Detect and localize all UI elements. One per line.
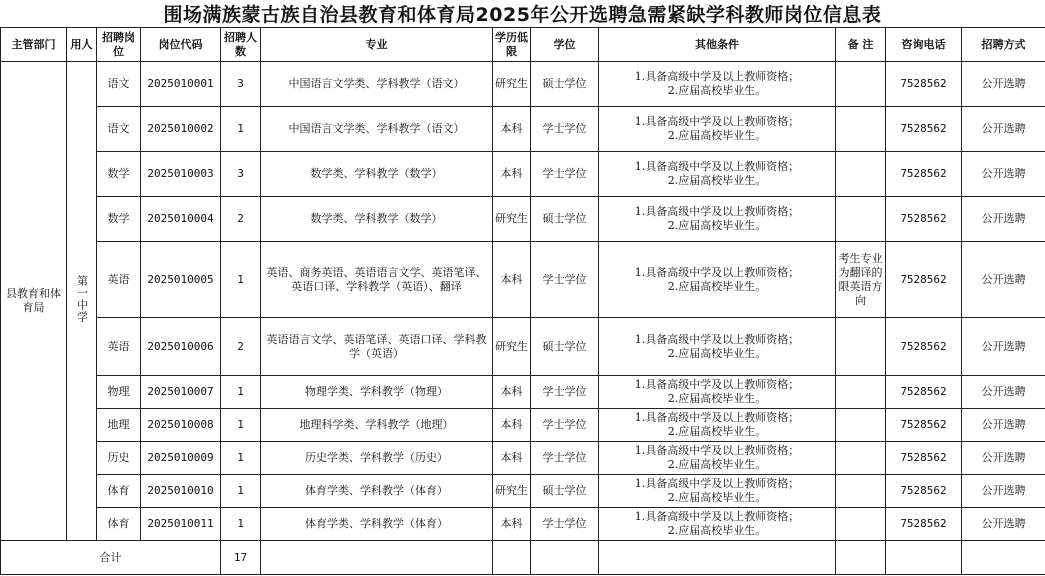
total-empty [962,541,1045,575]
header-post: 招聘岗位 [97,28,141,62]
post-cell: 英语 [97,318,141,376]
method-cell: 公开选聘 [962,376,1045,409]
count-cell: 1 [221,508,261,541]
method-cell: 公开选聘 [962,442,1045,475]
phone-cell: 7528562 [886,318,962,376]
cond-line-2: 2.应届高校毕业生。 [667,84,767,97]
count-cell: 3 [221,152,261,197]
cond-line-2: 2.应届高校毕业生。 [667,346,767,360]
table-row [1,318,1045,376]
cond-line-2: 2.应届高校毕业生。 [667,129,767,142]
code-cell: 2025010003 [141,152,221,197]
phone-cell: 7528562 [886,242,962,318]
code-cell: 2025010001 [141,62,221,107]
phone-cell: 7528562 [886,508,962,541]
phone-cell: 7528562 [886,62,962,107]
code-cell: 2025010007 [141,376,221,409]
table-row [1,409,1045,442]
major-cell: 数学类、学科教学（数学） [261,152,493,197]
phone-cell: 7528562 [886,376,962,409]
edu-cell: 本科 [493,508,531,541]
post-cell: 数学 [97,152,141,197]
method-cell: 公开选聘 [962,107,1045,152]
cond-cell [599,62,836,107]
header-degree: 学位 [531,28,599,62]
count-cell: 2 [221,318,261,376]
header-remark: 备 注 [836,28,886,62]
post-cell: 语文 [97,62,141,107]
cond-line-1: 1.具备高级中学及以上教师资格； [634,477,800,490]
major-cell: 中国语言文学类、学科教学（语文） [261,107,493,152]
cond-line-2: 2.应届高校毕业生。 [667,279,767,293]
remark-cell [836,62,886,107]
edu-cell: 研究生 [493,475,531,508]
cond-line-1: 1.具备高级中学及以上教师资格； [634,411,800,424]
unit-label: 第一中学 [75,275,89,323]
phone-cell: 7528562 [886,197,962,242]
method-cell: 公开选聘 [962,475,1045,508]
method-cell: 公开选聘 [962,62,1045,107]
post-cell: 历史 [97,442,141,475]
positions-table [0,27,1045,575]
degree-cell: 学士学位 [531,242,599,318]
method-cell: 公开选聘 [962,508,1045,541]
table-row [1,62,1045,107]
cond-cell [599,242,836,318]
remark-cell [836,409,886,442]
major-cell: 体育学类、学科教学（体育） [261,475,493,508]
edu-cell: 本科 [493,107,531,152]
table-row [1,197,1045,242]
major-cell: 体育学类、学科教学（体育） [261,508,493,541]
cond-line-2: 2.应届高校毕业生。 [667,219,767,232]
cond-line-2: 2.应届高校毕业生。 [667,392,767,405]
header-major: 专业 [261,28,493,62]
total-empty [599,541,836,575]
cond-cell [599,409,836,442]
total-empty [886,541,962,575]
cond-line-1: 1.具备高级中学及以上教师资格； [634,444,800,457]
total-row [1,541,1045,575]
cond-cell [599,152,836,197]
code-cell: 2025010005 [141,242,221,318]
degree-cell: 学士学位 [531,376,599,409]
edu-cell: 本科 [493,152,531,197]
header-edu: 学历低限 [493,28,531,62]
table-row [1,107,1045,152]
unit-cell [67,62,97,541]
total-count: 17 [221,541,261,575]
remark-cell [836,475,886,508]
edu-cell: 本科 [493,409,531,442]
count-cell: 1 [221,409,261,442]
remark-cell [836,508,886,541]
method-cell: 公开选聘 [962,152,1045,197]
cond-line-1: 1.具备高级中学及以上教师资格； [634,160,800,173]
phone-cell: 7528562 [886,475,962,508]
dept-cell: 县教育和体育局 [1,62,67,541]
edu-cell: 本科 [493,442,531,475]
cond-line-1: 1.具备高级中学及以上教师资格； [634,332,800,346]
degree-cell: 硕士学位 [531,62,599,107]
cond-line-1: 1.具备高级中学及以上教师资格； [634,115,800,128]
count-cell: 2 [221,197,261,242]
remark-cell [836,107,886,152]
cond-cell [599,318,836,376]
code-cell: 2025010002 [141,107,221,152]
phone-cell: 7528562 [886,152,962,197]
cond-line-2: 2.应届高校毕业生。 [667,491,767,504]
cond-cell [599,376,836,409]
cond-cell [599,107,836,152]
remark-cell [836,197,886,242]
post-cell: 语文 [97,107,141,152]
remark-cell [836,442,886,475]
code-cell: 2025010008 [141,409,221,442]
major-cell: 中国语言文学类、学科教学（语文） [261,62,493,107]
cond-cell [599,508,836,541]
degree-cell: 学士学位 [531,152,599,197]
total-empty [531,541,599,575]
header-row [1,28,1045,62]
edu-cell: 研究生 [493,197,531,242]
cond-line-2: 2.应届高校毕业生。 [667,425,767,438]
phone-cell: 7528562 [886,409,962,442]
cond-line-2: 2.应届高校毕业生。 [667,458,767,471]
degree-cell: 学士学位 [531,107,599,152]
degree-cell: 硕士学位 [531,475,599,508]
post-cell: 物理 [97,376,141,409]
post-cell: 数学 [97,197,141,242]
code-cell: 2025010011 [141,508,221,541]
header-code: 岗位代码 [141,28,221,62]
code-cell: 2025010004 [141,197,221,242]
cond-line-1: 1.具备高级中学及以上教师资格； [634,265,800,279]
major-cell: 地理科学类、学科教学（地理） [261,409,493,442]
count-cell: 1 [221,242,261,318]
remark-cell [836,376,886,409]
major-cell: 数学类、学科教学（数学） [261,197,493,242]
count-cell: 1 [221,442,261,475]
edu-cell: 本科 [493,242,531,318]
cond-cell [599,442,836,475]
total-label: 合计 [1,541,221,575]
total-empty [836,541,886,575]
remark-cell [836,152,886,197]
post-cell: 地理 [97,409,141,442]
remark-cell: 考生专业为翻译的限英语方向 [836,242,886,318]
table-row [1,508,1045,541]
header-dept: 主管部门 [1,28,67,62]
page-title: 围场满族蒙古族自治县教育和体育局2025年公开选聘急需紧缺学科教师岗位信息表 [163,4,882,26]
count-cell: 1 [221,376,261,409]
post-cell: 英语 [97,242,141,318]
degree-cell: 学士学位 [531,508,599,541]
count-cell: 1 [221,107,261,152]
cond-line-1: 1.具备高级中学及以上教师资格； [634,70,800,83]
method-cell: 公开选聘 [962,242,1045,318]
method-cell: 公开选聘 [962,409,1045,442]
degree-cell: 硕士学位 [531,197,599,242]
code-cell: 2025010009 [141,442,221,475]
major-cell: 历史学类、学科教学（历史） [261,442,493,475]
header-method: 招聘方式 [962,28,1045,62]
remark-cell [836,318,886,376]
edu-cell: 研究生 [493,62,531,107]
cond-cell [599,197,836,242]
major-cell: 物理学类、学科教学（物理） [261,376,493,409]
degree-cell: 学士学位 [531,409,599,442]
code-cell: 2025010006 [141,318,221,376]
post-cell: 体育 [97,475,141,508]
table-row [1,242,1045,318]
header-unit: 用人 [67,28,97,62]
cond-line-1: 1.具备高级中学及以上教师资格； [634,510,800,523]
phone-cell: 7528562 [886,442,962,475]
header-count: 招聘人数 [221,28,261,62]
degree-cell: 硕士学位 [531,318,599,376]
count-cell: 1 [221,475,261,508]
table-row [1,376,1045,409]
total-empty [493,541,531,575]
total-empty [261,541,493,575]
cond-line-2: 2.应届高校毕业生。 [667,174,767,187]
table-row [1,152,1045,197]
header-phone: 咨询电话 [886,28,962,62]
cond-line-1: 1.具备高级中学及以上教师资格； [634,378,800,391]
degree-cell: 学士学位 [531,442,599,475]
post-cell: 体育 [97,508,141,541]
cond-line-1: 1.具备高级中学及以上教师资格； [634,205,800,218]
major-cell: 英语、商务英语、英语语言文学、英语笔译、英语口译、学科教学（英语）、翻译 [261,242,493,318]
code-cell: 2025010010 [141,475,221,508]
major-cell: 英语语言文学、英语笔译、英语口译、学科教学（英语） [261,318,493,376]
cond-line-2: 2.应届高校毕业生。 [667,524,767,537]
count-cell: 3 [221,62,261,107]
edu-cell: 本科 [493,376,531,409]
method-cell: 公开选聘 [962,197,1045,242]
header-cond: 其他条件 [599,28,836,62]
table-row [1,442,1045,475]
phone-cell: 7528562 [886,107,962,152]
edu-cell: 研究生 [493,318,531,376]
method-cell: 公开选聘 [962,318,1045,376]
cond-cell [599,475,836,508]
table-row [1,475,1045,508]
